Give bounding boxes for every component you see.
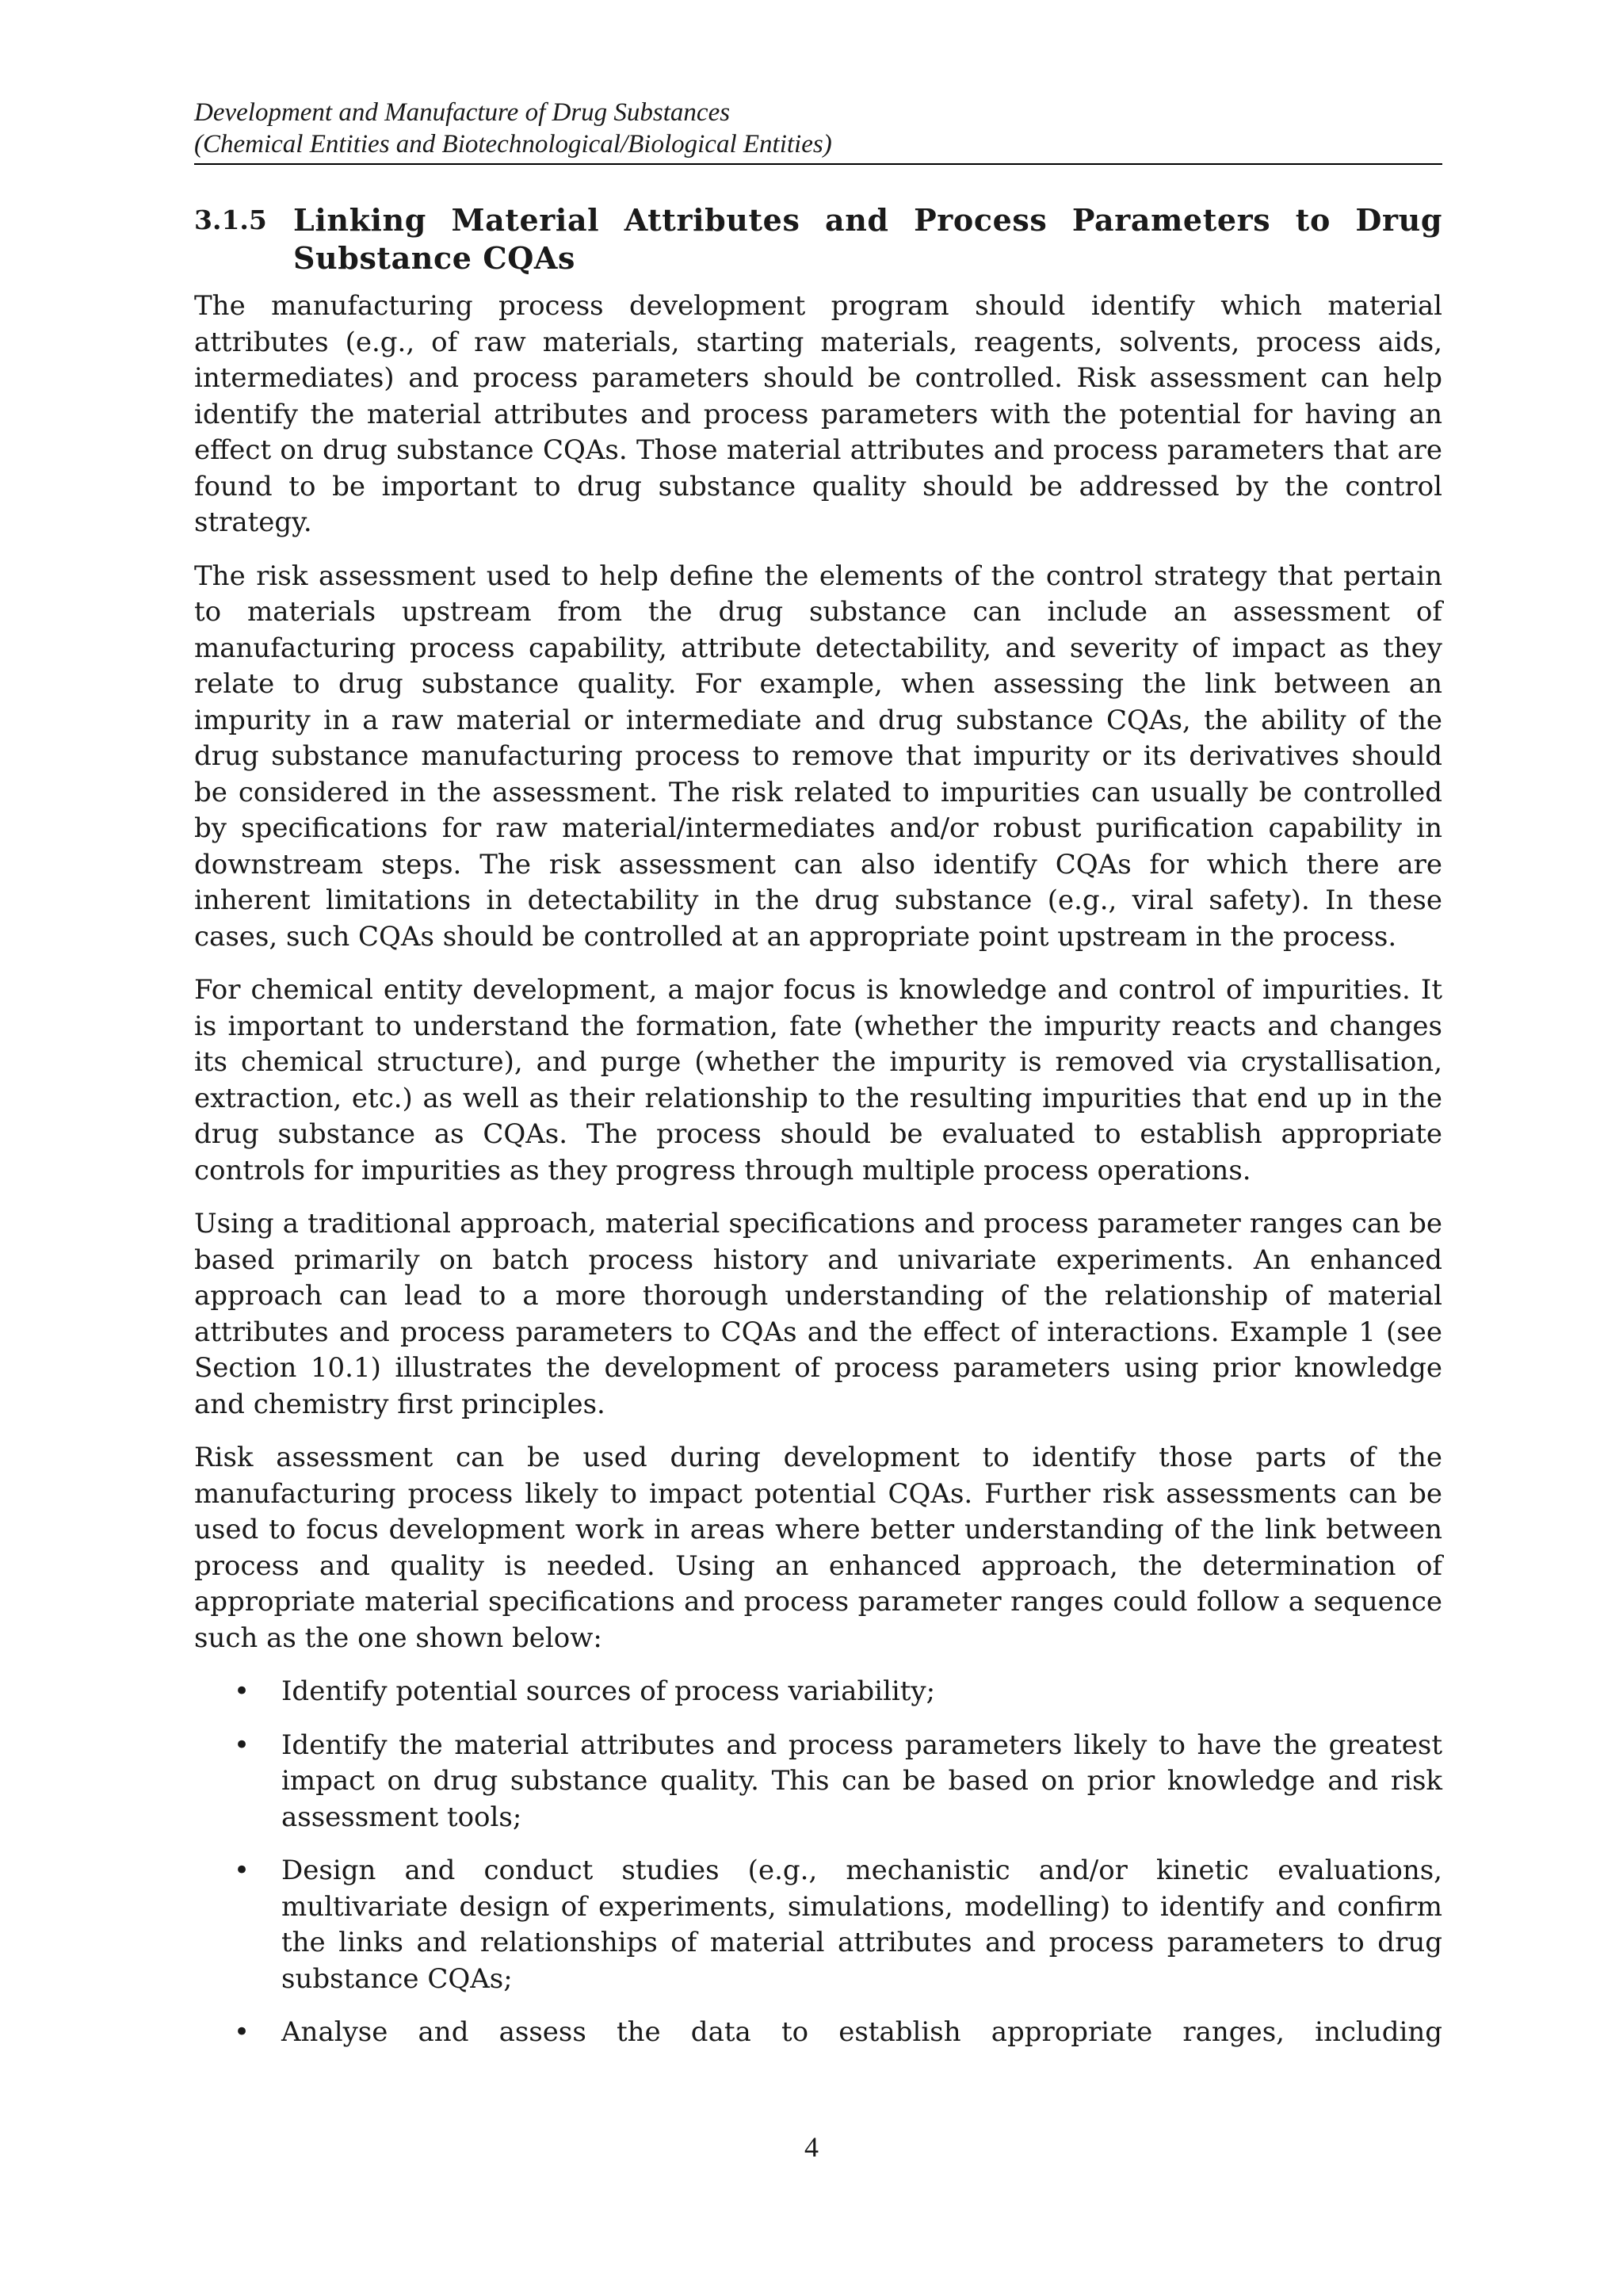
running-header bbox=[194, 97, 1442, 165]
section-heading bbox=[194, 201, 1442, 277]
bullet-icon: • bbox=[234, 1855, 250, 1886]
page-number: 4 bbox=[804, 2131, 819, 2163]
header-line-1: Development and Manufacture of Drug Substances bbox=[194, 98, 731, 127]
section-number: 3.1.5 bbox=[194, 204, 267, 235]
list-item-text: Design and conduct studies (e.g., mechanistic and/or kinetic evaluations, multivariate design of experiments, simulations, modelling) to identify and confirm the links and relationships of material attributes and process parameters to drug substance CQAs; bbox=[281, 1855, 1442, 1995]
bullet-icon: • bbox=[234, 1675, 250, 1707]
list-item-text: Identify potential sources of process variability; bbox=[281, 1675, 936, 1707]
body-text bbox=[194, 288, 1442, 2069]
header-line-2: (Chemical Entities and Biotechnological/Biological Entities) bbox=[194, 130, 832, 159]
list-item bbox=[194, 1674, 1442, 1710]
paragraph-chemical-entity: For chemical entity development, a major focus is knowledge and control of impurities. It is important to understand the formation, fate (whether the impurity reacts and changes its chemical structure), and purge (whether the impurity is removed via crystallisation, extraction, etc.) as well as their relationship to the resulting impurities that end up in the drug substance as CQAs. The process should be evaluated to establish appropriate controls for impurities as they progress through multiple process operations. bbox=[194, 974, 1442, 1186]
bullet-icon: • bbox=[234, 1729, 250, 1761]
list-item bbox=[194, 1853, 1442, 1997]
paragraph-risk-assessment: The risk assessment used to help define the elements of the control strategy that pertain to materials upstream from the drug substance can include an assessment of manufacturing process capability, attribute detectability, and severity of impact as they relate to drug substance quality. For example, when assessing the link between an impurity in a raw material or intermediate and drug substance CQAs, the ability of the drug substance manufacturing process to remove that impurity or its derivatives should be considered in the assessment. The risk related to impurities can usually be controlled by specifications for raw material/intermediates and/or robust purification capability in downstream steps. The risk assessment can also identify CQAs for which there are inherent limitations in detectability in the drug substance (e.g., viral safety). In these cases, such CQAs should be controlled at an appropriate point upstream in the process. bbox=[194, 560, 1442, 953]
list-item bbox=[194, 2015, 1442, 2051]
list-item bbox=[194, 1728, 1442, 1836]
bullet-icon: • bbox=[234, 2016, 250, 2048]
list-item-text: Identify the material attributes and process parameters likely to have the greatest impact on drug substance quality. This can be based on prior knowledge and risk assessment tools; bbox=[281, 1729, 1442, 1833]
paragraph-enhanced-approach: Risk assessment can be used during development to identify those parts of the manufacturing process likely to impact potential CQAs. Further risk assessments can be used to focus development work in areas where better understanding of the link between process and quality is needed. Using an enhanced approach, the determination of appropriate material specifications and process parameter ranges could follow a sequence such as the one shown below: bbox=[194, 1442, 1442, 1654]
section-title: Linking Material Attributes and Process Parameters to Drug Substance CQAs bbox=[293, 202, 1442, 276]
paragraph-traditional-approach: Using a traditional approach, material specifications and process parameter ranges can be based primarily on batch process history and univariate experiments. An enhanced approach can lead to a more thorough understanding of the relationship of material attributes and process parameters to CQAs and the effect of interactions. Example 1 (see Section 10.1) illustrates the development of process parameters using prior knowledge and chemistry first principles. bbox=[194, 1208, 1442, 1420]
paragraph-intro: The manufacturing process development program should identify which material attributes (e.g., of raw materials, starting materials, reagents, solvents, process aids, intermediates) and process parameters should be controlled. Risk assessment can help identify the material attributes and process parameters with the potential for having an effect on drug substance CQAs. Those material attributes and process parameters that are found to be important to drug substance quality should be addressed by the control strategy. bbox=[194, 290, 1442, 538]
list-item-text: Analyse and assess the data to establish appropriate ranges, including bbox=[281, 2016, 1442, 2048]
bullet-list bbox=[194, 1674, 1442, 2051]
